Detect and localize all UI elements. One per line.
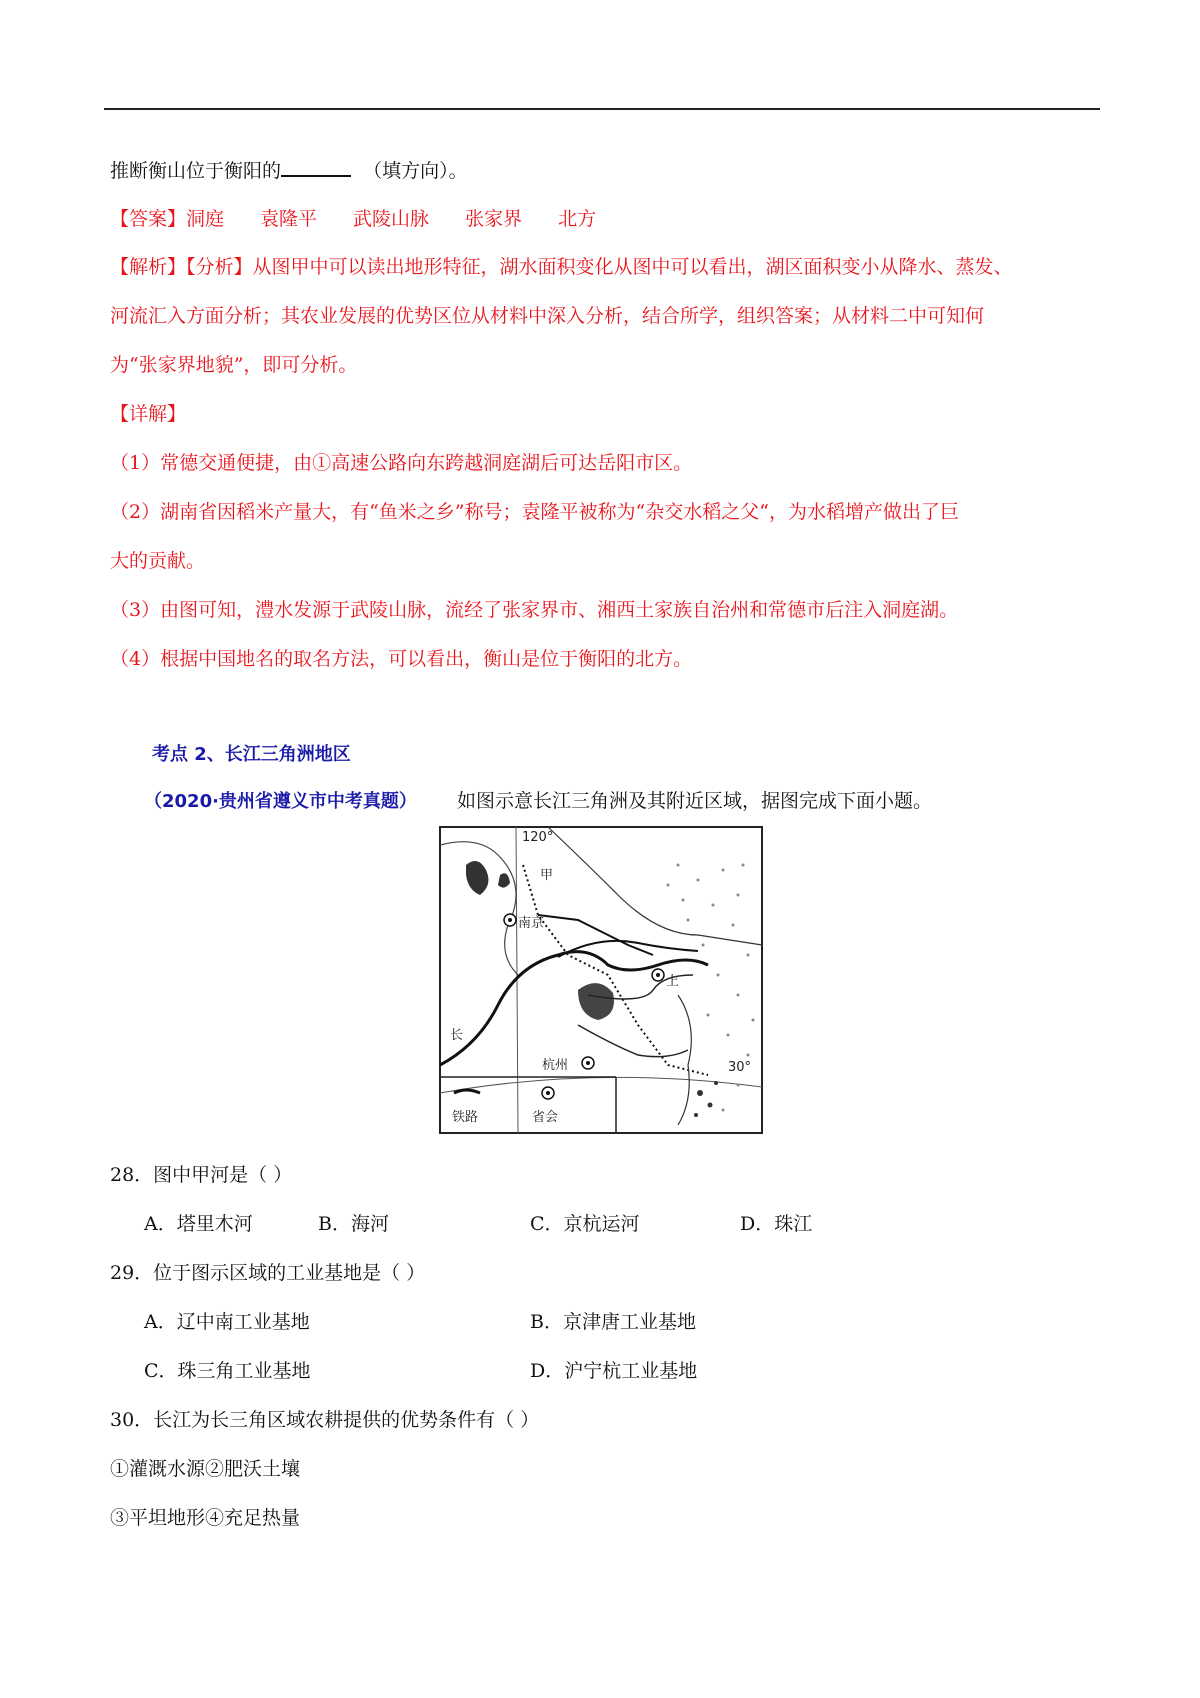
detail-line: （3）由图可知，澧水发源于武陵山脉，流经了张家界市、湘西土家族自治州和常德市后注入洞庭湖。 bbox=[110, 599, 959, 621]
section-title: 考点 2、长江三角洲地区 bbox=[152, 744, 351, 765]
question-source: （2020·贵州省遵义市中考真题） bbox=[144, 791, 417, 812]
map-lat-label: 30° bbox=[728, 1060, 752, 1075]
analysis-text: 从图甲中可以读出地形特征，湖水面积变化从图中可以看出，湖区面积变小从降水、蒸发、 bbox=[252, 256, 1013, 278]
answer-item: 袁隆平 bbox=[260, 208, 318, 230]
answer-label: 【答案】 bbox=[110, 208, 187, 230]
map-city-shanghai: 上 bbox=[666, 974, 680, 989]
question-28-option-d[interactable]: D．珠江 bbox=[740, 1213, 813, 1235]
map-city-nanjing: 南京 bbox=[518, 916, 545, 931]
question-28-option-b[interactable]: B．海河 bbox=[318, 1213, 389, 1235]
intro-text: 如图示意长江三角洲及其附近区域，据图完成下面小题。 bbox=[456, 790, 932, 812]
question-29-option-b[interactable]: B．京津唐工业基地 bbox=[530, 1311, 696, 1333]
question-30-stem: 30．长江为长三角区域农耕提供的优势条件有（ ） bbox=[110, 1409, 540, 1431]
legend-rail-label: 铁路 bbox=[452, 1110, 479, 1125]
section-intro bbox=[144, 786, 932, 813]
map-lon-label: 120° bbox=[522, 830, 554, 845]
question-29-option-d[interactable]: D．沪宁杭工业基地 bbox=[530, 1360, 698, 1382]
analysis-line: 为“张家界地貌”，即可分析。 bbox=[110, 354, 358, 376]
analysis-line: 河流汇入方面分析；其农业发展的优势区位从材料中深入分析，结合所学，组织答案；从材料二中可知何 bbox=[110, 305, 985, 327]
question-28-option-a[interactable]: A．塔里木河 bbox=[144, 1213, 253, 1235]
question-30-option-1[interactable]: ①灌溉水源②肥沃土壤 bbox=[110, 1458, 301, 1480]
question-29-stem: 29．位于图示区域的工业基地是（ ） bbox=[110, 1262, 426, 1284]
analysis-label: 【解析】【分析】 bbox=[110, 256, 253, 278]
question-28-option-c[interactable]: C．京杭运河 bbox=[530, 1213, 640, 1235]
detail-line: （4）根据中国地名的取名方法，可以看出，衡山是位于衡阳的北方。 bbox=[110, 648, 693, 670]
question-29-option-c[interactable]: C．珠三角工业基地 bbox=[144, 1360, 311, 1382]
detail-line: （1）常德交通便捷，由①高速公路向东跨越洞庭湖后可达岳阳市区。 bbox=[110, 452, 693, 474]
header-rule bbox=[104, 108, 1100, 110]
yangtze-delta-map bbox=[438, 825, 764, 1135]
question-29-option-a[interactable]: A．辽中南工业基地 bbox=[144, 1311, 310, 1333]
analysis-line bbox=[110, 252, 1013, 279]
answer-item: 北方 bbox=[558, 208, 597, 230]
answer-item: 武陵山脉 bbox=[353, 208, 430, 230]
answer-blank bbox=[281, 157, 351, 177]
answer-item: 张家界 bbox=[465, 208, 523, 230]
question-30-option-2[interactable]: ③平坦地形④充足热量 bbox=[110, 1507, 301, 1529]
detail-line: （2）湖南省因稻米产量大，有“鱼米之乡”称号；袁隆平被称为“杂交水稻之父“，为水稻增产做出了巨 bbox=[110, 501, 959, 523]
question-tail bbox=[110, 156, 468, 183]
map-image bbox=[438, 825, 764, 1135]
answer-item: 洞庭 bbox=[186, 208, 225, 230]
question-tail-text: 推断衡山位于衡阳的 bbox=[110, 160, 282, 182]
detail-line: 大的贡献。 bbox=[110, 550, 206, 572]
map-city-hangzhou: 杭州 bbox=[542, 1058, 569, 1073]
map-yangtze-label: 长 bbox=[450, 1028, 464, 1043]
answer-line bbox=[110, 204, 596, 231]
question-28-stem: 28．图中甲河是（ ） bbox=[110, 1164, 293, 1186]
detail-label: 【详解】 bbox=[110, 403, 187, 425]
legend-capital-label: 省会 bbox=[532, 1110, 559, 1125]
question-tail-suffix: （填方向）。 bbox=[363, 160, 468, 182]
map-river-label: 甲 bbox=[540, 868, 554, 883]
